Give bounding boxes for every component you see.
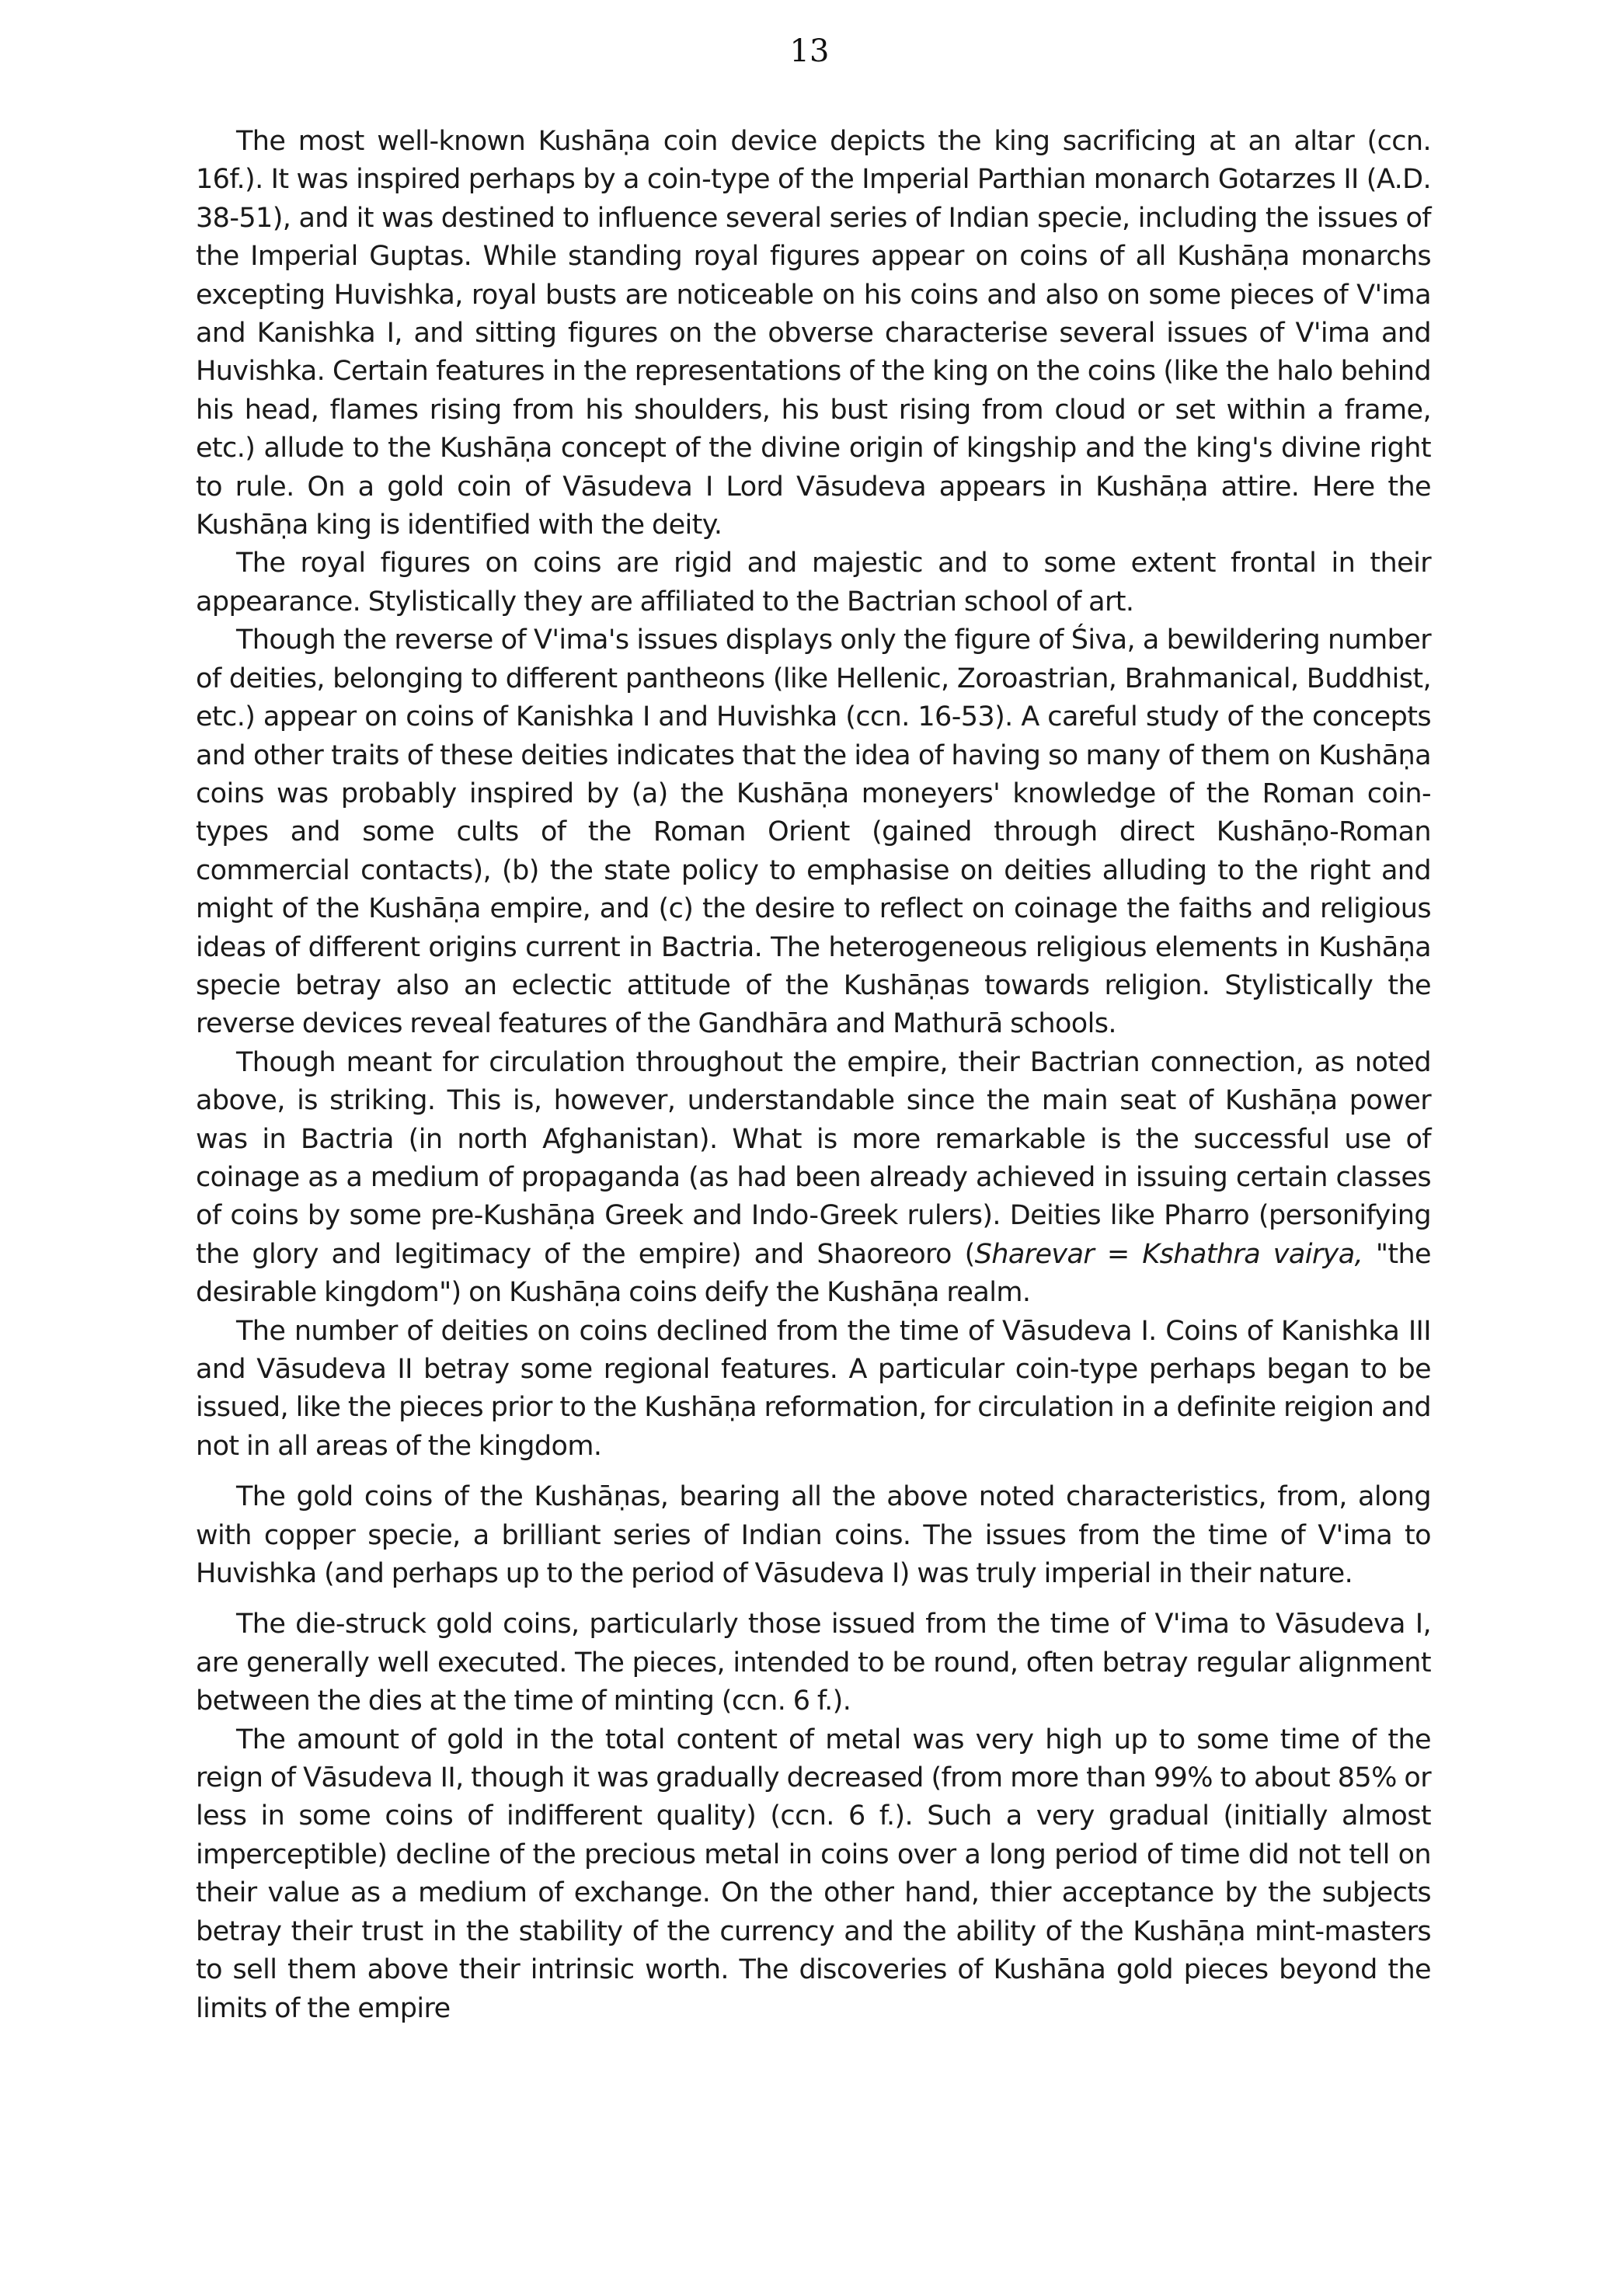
paragraph-propaganda-text-end: "the desirable kingdom") on Kushāṇa coins deify the Kushāṇa realm.	[196, 1238, 1431, 1309]
paragraph-deities: Though the reverse of V'ima's issues displays only the figure of Śiva, a bewildering number of deities, belonging to different pantheons (like Hellenic, Zoroastrian, Brahmanical, Buddhist, etc.) appear on coins of Kanishka I and Huvishka (ccn. 16-53). A careful study of the concepts and other traits of these deities indicates that the idea of having so many of them on Kushāṇa coins was probably inspired by (a) the Kushāṇa moneyers' knowledge of the Roman coin-types and some cults of the Roman Orient (gained through direct Kushāṇo-Roman commercial contacts), (b) the state policy to emphasise on deities alluding to the right and might of the Kushāṇa empire, and (c) the desire to reflect on coinage the faiths and religious ideas of different origins current in Bactria. The heterogeneous religious elements in Kushāṇa specie betray also an eclectic attitude of the Kushāṇas towards religion. Stylistically the reverse devices reveal features of the Gandhāra and Mathurā schools.	[196, 624, 1431, 1040]
paragraph-gold-content: The amount of gold in the total content of metal was very high up to some time of the reign of Vāsudeva II, though it was gradually decreased (from more than 99% to about 85% or less in some coins of indifferent quality) (ccn. 6 f.). Such a very gradual (initially almost imperceptible) decline of the precious metal in coins over a long period of time did not tell on their value as a medium of exchange. On the other hand, thier acceptance by the subjects betray their trust in the stability of the currency and the ability of the Kushāṇa mint-masters to sell them above their intrinsic worth. The discoveries of Kushāna gold pieces beyond the limits of the empire	[196, 1724, 1431, 2024]
paragraph-propaganda	[196, 1044, 1431, 1313]
paragraph-royal-figures: The royal figures on coins are rigid and majestic and to some extent frontal in their appearance. Stylistically they are affiliated to the Bactrian school of art.	[196, 548, 1431, 617]
paragraph-propaganda-italic-term: Sharevar = Kshathra vairya,	[974, 1238, 1363, 1270]
paragraph-coin-device: The most well-known Kushāṇa coin device depicts the king sacrificing at an altar (ccn. 16f.). It was inspired perhaps by a coin-type of the Imperial Parthian monarch Gotarzes II (A.D. 38-51), and it was destined to influence several series of Indian specie, including the issues of the Imperial Guptas. While standing royal figures appear on coins of all Kushāṇa monarchs excepting Huvishka, royal busts are noticeable on his coins and also on some pieces of V'ima and Kanishka I, and sitting figures on the obverse characterise several issues of V'ima and Huvishka. Certain features in the representations of the king on the coins (like the halo behind his head, flames rising from his shoulders, his bust rising from cloud or set within a frame, etc.) allude to the Kushāṇa concept of the divine origin of kingship and the king's divine right to rule. On a gold coin of Vāsudeva I Lord Vāsudeva appears in Kushāṇa attire. Here the Kushāṇa king is identified with the deity.	[196, 126, 1431, 541]
paragraph-decline-deities: The number of deities on coins declined from the time of Vāsudeva I. Coins of Kanishka III and Vāsudeva II betray some regional features. A particular coin-type perhaps began to be issued, like the pieces prior to the Kushāṇa reformation, for circulation in a definite reigion and not in all areas of the kingdom.	[196, 1315, 1431, 1462]
paragraph-propaganda-text-start: Though meant for circulation throughout the empire, their Bactrian connection, as noted above, is striking. This is, however, understandable since the main seat of Kushāṇa power was in Bactria (in north Afghanistan). What is more remarkable is the successful use of coinage as a medium of propaganda (as had been already achieved in issuing certain classes of coins by some pre-Kushāṇa Greek and Indo-Greek rulers). Deities like Pharro (personifying the glory and legitimacy of the empire) and Shaoreoro (	[196, 1046, 1431, 1270]
paragraph-die-struck: The die-struck gold coins, particularly those issued from the time of V'ima to Vāsudeva I, are generally well executed. The pieces, intended to be round, often betray regular alignment between the dies at the time of minting (ccn. 6 f.).	[196, 1609, 1431, 1717]
paragraph-gold-coins: The gold coins of the Kushāṇas, bearing all the above noted characteristics, from, along with copper specie, a brilliant series of Indian coins. The issues from the time of V'ima to Huvishka (and perhaps up to the period of Vāsudeva I) was truly imperial in their nature.	[196, 1481, 1431, 1590]
body-text	[196, 123, 1431, 2028]
page-number: 13	[789, 33, 830, 69]
